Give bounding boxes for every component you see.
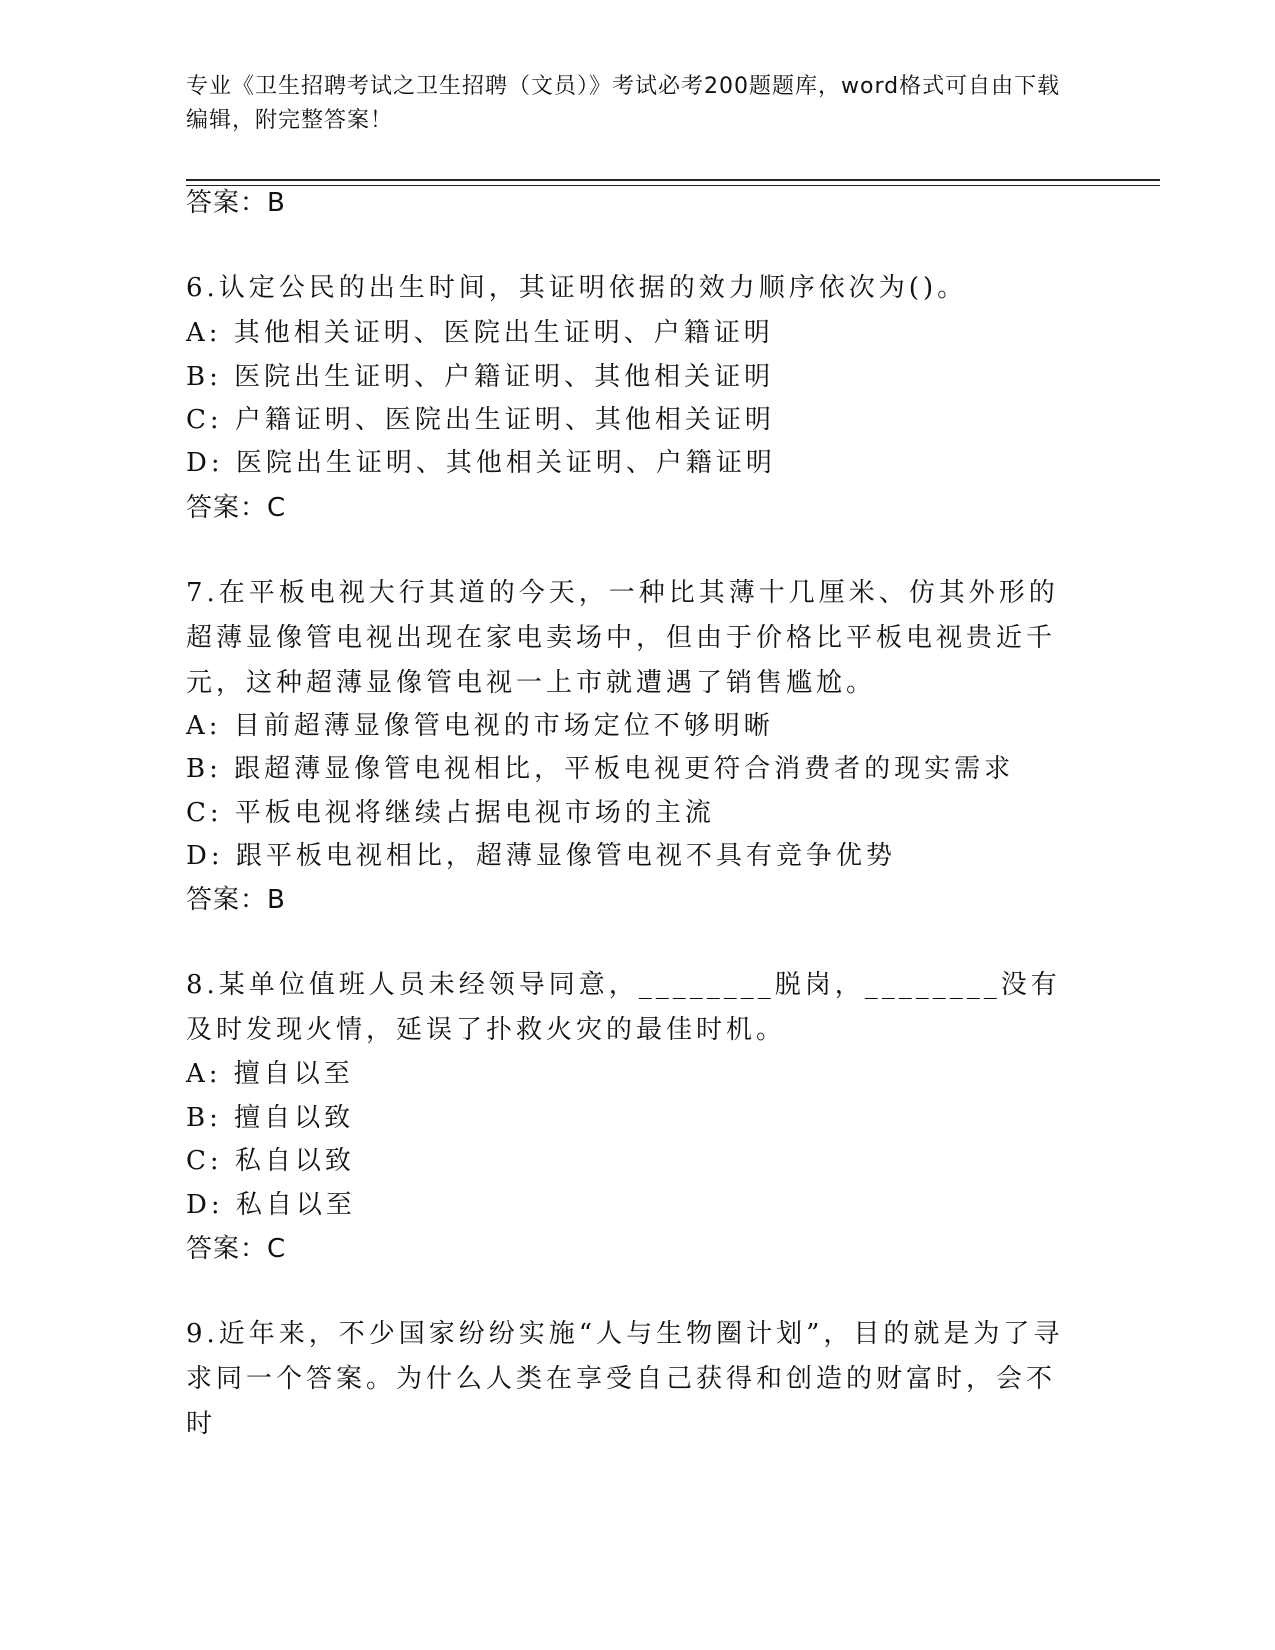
- question-8-option-c: C: 私自以致: [186, 1146, 355, 1176]
- question-8-answer: 答案：C: [186, 1234, 287, 1264]
- question-7-option-b: B: 跟超薄显像管电视相比，平板电视更符合消费者的现实需求: [186, 754, 1015, 784]
- question-6-option-d: D: 医院出生证明、其他相关证明、户籍证明: [186, 448, 776, 478]
- question-6-option-b: B: 医院出生证明、户籍证明、其他相关证明: [186, 362, 775, 392]
- question-6-stem: 6.认定公民的出生时间，其证明依据的效力顺序依次为()。: [186, 273, 968, 303]
- question-7-option-d: D: 跟平板电视相比，超薄显像管电视不具有竞争优势: [186, 841, 896, 871]
- question-9-stem: 9.近年来，不少国家纷纷实施“人与生物圈计划”，目的就是为了寻求同一个答案。为什么人类在享受自己获得和创造的财富时，会不时: [186, 1319, 1064, 1439]
- question-6-answer: 答案：C: [186, 493, 287, 523]
- question-8-stem: 8.某单位值班人员未经领导同意，________脱岗，________没有及时发现火情，延误了扑救火灾的最佳时机。: [186, 970, 1061, 1045]
- question-8-option-b: B: 擅自以致: [186, 1103, 355, 1133]
- header-divider-thin: [186, 185, 1160, 186]
- question-6-option-a: A: 其他相关证明、医院出生证明、户籍证明: [186, 318, 774, 348]
- question-7-stem: 7.在平板电视大行其道的今天，一种比其薄十几厘米、仿其外形的超薄显像管电视出现在家电卖场中，但由于价格比平板电视贵近千元，这种超薄显像管电视一上市就遭遇了销售尴尬。: [186, 578, 1059, 698]
- question-6-option-c: C: 户籍证明、医院出生证明、其他相关证明: [186, 405, 775, 435]
- question-7-answer: 答案：B: [186, 885, 286, 915]
- question-7-option-a: A: 目前超薄显像管电视的市场定位不够明晰: [186, 711, 774, 741]
- header-divider-thick: [186, 179, 1160, 181]
- question-7-option-c: C: 平板电视将继续占据电视市场的主流: [186, 798, 715, 828]
- question-8-option-a: A: 擅自以至: [186, 1059, 354, 1089]
- question-8-option-d: D: 私自以至: [186, 1190, 356, 1220]
- answer-prev: 答案：B: [186, 188, 286, 218]
- document-header: 专业《卫生招聘考试之卫生招聘（文员）》考试必考200题题库，word格式可自由下载编辑，附完整答案！: [186, 74, 1061, 133]
